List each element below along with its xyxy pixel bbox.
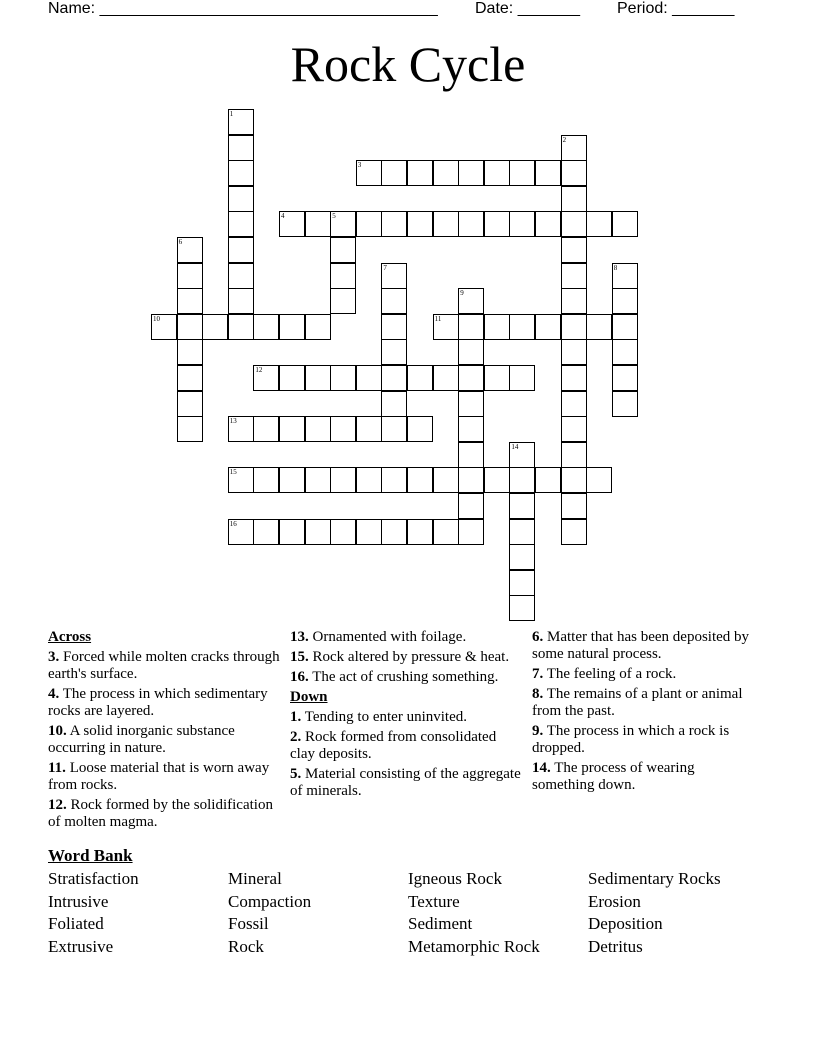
clue-number-label: 3. [48,649,60,665]
crossword-cell[interactable] [356,467,382,493]
crossword-cell[interactable] [228,314,254,340]
crossword-cell[interactable] [330,416,356,442]
crossword-cell[interactable] [458,365,484,391]
crossword-cell[interactable] [612,365,638,391]
clue-text: Ornamented with foilage. [308,629,467,645]
clue-item [290,669,522,686]
across-heading: Across [48,629,92,645]
crossword-cell[interactable] [458,467,484,493]
clue-number-label: 13. [290,629,309,645]
crossword-cell[interactable] [509,160,535,186]
word-bank-item: Fossil [228,914,269,933]
clue-number: 6 [178,238,183,246]
clue-number-label: 6. [532,629,544,645]
clue-text: Material consisting of the aggregate of minerals. [290,766,521,799]
crossword-cell[interactable] [458,211,484,237]
crossword-cell[interactable] [458,314,484,340]
crossword-cell[interactable] [509,519,535,545]
crossword-cell[interactable] [458,442,484,468]
clue-text: Rock altered by pressure & heat. [308,649,510,665]
crossword-cell[interactable] [381,467,407,493]
crossword-cell[interactable] [458,339,484,365]
crossword-cell[interactable] [612,314,638,340]
crossword-cell[interactable] [612,288,638,314]
clue-number-label: 14. [532,760,551,776]
crossword-cell[interactable] [305,365,331,391]
clue-number: 7 [383,263,387,272]
crossword-cell[interactable] [561,160,587,186]
clue-number-label: 15. [290,649,309,665]
clue-text: Tending to enter uninvited. [301,709,467,725]
crossword-cell[interactable] [356,416,382,442]
word-bank-item: Foliated [48,914,104,933]
crossword-cell[interactable] [509,467,535,493]
crossword-cell[interactable] [381,288,407,314]
crossword-cell[interactable] [330,263,356,289]
page-title: Rock Cycle [290,36,526,92]
crossword-cell[interactable] [381,160,407,186]
crossword-cell[interactable] [381,211,407,237]
clue-item [48,760,280,794]
clue-number: 11 [434,314,442,323]
clue-number-label: 1. [290,709,302,725]
crossword-cell[interactable] [305,416,331,442]
word-bank-item: Texture [408,891,460,911]
crossword-cell[interactable] [381,263,407,289]
clue-number: 13 [229,417,237,426]
crossword-cell[interactable] [561,519,587,545]
clue-number: 4 [281,212,285,221]
crossword-cell[interactable] [330,519,356,545]
crossword-cell[interactable] [279,314,305,340]
word-bank-item: Mineral [228,869,282,888]
crossword-cell[interactable] [535,314,561,340]
word-bank-item: Metamorphic Rock [408,936,540,956]
clue-text: The feeling of a rock. [543,666,677,682]
crossword-cell[interactable] [509,544,535,570]
crossword-cell[interactable] [612,263,638,289]
clue-number-label: 7. [532,666,544,682]
clue-number-label: 4. [48,686,60,702]
crossword-cell[interactable] [228,237,254,263]
crossword-cell[interactable] [484,314,510,340]
clue-item [290,766,522,800]
crossword-cell[interactable] [561,467,587,493]
crossword-cell[interactable] [509,365,535,391]
crossword-cell[interactable] [407,365,433,391]
clue-item [532,686,752,720]
word-bank-item: Detritus [588,936,643,956]
crossword-cell[interactable] [356,365,382,391]
crossword-cell[interactable] [586,467,612,493]
clue-number: 16 [229,519,237,528]
word-bank-title: Word Bank [48,846,133,865]
clue-item [48,797,280,831]
crossword-cell[interactable] [381,339,407,365]
crossword-cell[interactable] [612,211,638,237]
clue-item [48,686,280,720]
crossword-cell[interactable] [330,288,356,314]
crossword-cell[interactable] [381,416,407,442]
clue-number: 8 [613,263,618,272]
crossword-cell[interactable] [407,416,433,442]
clue-number: 9 [460,289,464,298]
clue-number-label: 8. [532,686,544,702]
clue-text: Rock formed from consolidated clay deposits. [290,729,497,762]
crossword-cell[interactable] [561,365,587,391]
crossword-cell[interactable] [509,595,535,621]
clue-number-label: 5. [290,766,302,782]
clue-item [290,729,522,763]
crossword-cell[interactable] [535,160,561,186]
crossword-cell[interactable] [535,211,561,237]
crossword-cell[interactable] [279,365,305,391]
clue-number: 12 [255,366,263,374]
crossword-cell[interactable] [561,135,587,161]
crossword-cell[interactable] [561,263,587,289]
crossword-cell[interactable] [433,160,459,186]
crossword-cell[interactable] [433,365,459,391]
crossword-cell[interactable] [407,519,433,545]
clue-item [290,649,522,666]
clue-item [48,649,280,683]
crossword-cell[interactable] [561,237,587,263]
crossword-cell[interactable] [561,288,587,314]
crossword-cell[interactable] [561,314,587,340]
crossword-cell[interactable] [177,416,203,442]
clue-item [48,723,280,757]
clue-number-label: 12. [48,797,67,813]
crossword-cell[interactable] [253,416,279,442]
crossword-cell[interactable] [279,467,305,493]
clue-number-label: 2. [290,729,302,745]
date-field[interactable]: Date: _______ [475,0,580,17]
word-bank-item: Intrusive [48,891,109,911]
crossword-cell[interactable] [484,160,510,186]
crossword-cell[interactable] [458,160,484,186]
crossword-cell[interactable] [228,519,254,545]
clue-number: 2 [562,135,567,144]
word-bank-item: Extrusive [48,936,114,956]
crossword-cell[interactable] [177,237,203,263]
crossword-cell[interactable] [509,493,535,519]
crossword-cell[interactable] [458,416,484,442]
crossword-cell[interactable] [330,211,356,237]
crossword-cell[interactable] [177,314,203,340]
clue-item [532,629,752,663]
clue-text: Loose material that is worn away from rocks. [48,760,270,793]
name-field[interactable]: Name: ______________________________________ [48,0,438,17]
crossword-cell[interactable] [433,314,459,340]
crossword-cell[interactable] [253,519,279,545]
crossword-cell[interactable] [561,186,587,212]
clue-text: Rock formed by the solidification of molten magma. [48,797,273,830]
clue-number: 15 [229,468,237,477]
clue-number: 1 [229,110,234,118]
crossword-cell[interactable] [484,211,510,237]
crossword-cell[interactable] [330,237,356,263]
crossword-cell[interactable] [561,442,587,468]
crossword-cell[interactable] [586,211,612,237]
clue-item [532,666,752,683]
clue-text: The remains of a plant or animal from the past. [532,686,743,719]
crossword-cell[interactable] [407,160,433,186]
crossword-cell[interactable] [561,391,587,417]
crossword-cell[interactable] [177,339,203,365]
clues-column-2 [290,629,522,803]
clue-item [532,723,752,757]
clue-number-label: 10. [48,723,67,739]
down-heading: Down [290,689,328,705]
clue-number-label: 11. [48,760,66,776]
clue-text: Matter that has been deposited by some natural process. [532,629,750,662]
crossword-cell[interactable] [177,365,203,391]
crossword-cell[interactable] [177,288,203,314]
crossword-cell[interactable] [228,160,254,186]
crossword-cell[interactable] [561,211,587,237]
clue-text: The process in which a rock is dropped. [532,723,730,756]
crossword-cell[interactable] [407,211,433,237]
word-bank-item: Sedimentary Rocks [588,869,721,888]
crossword-cell[interactable] [509,570,535,596]
crossword-cell[interactable] [509,211,535,237]
clue-text: The process in which sedimentary rocks are layered. [48,686,268,719]
crossword-cell[interactable] [458,288,484,314]
crossword-cell[interactable] [509,314,535,340]
crossword-cell[interactable] [484,467,510,493]
word-bank-item: Sediment [408,914,473,933]
word-bank-item: Erosion [588,891,641,911]
clues-column-3 [532,629,752,797]
crossword-cell[interactable] [458,493,484,519]
crossword-cell[interactable] [228,211,254,237]
crossword-cell[interactable] [279,519,305,545]
word-bank-item: Deposition [588,914,663,933]
crossword-cell[interactable] [458,391,484,417]
crossword-cell[interactable] [253,467,279,493]
word-bank-item: Compaction [228,891,312,911]
clue-number: 10 [153,314,160,323]
crossword-cell[interactable] [330,365,356,391]
crossword-cell[interactable] [509,442,535,468]
clue-text: A solid inorganic substance occurring in nature. [48,723,235,756]
crossword-cell[interactable] [458,519,484,545]
crossword-cell[interactable] [561,416,587,442]
crossword-cell[interactable] [305,211,331,237]
crossword-cell[interactable] [433,519,459,545]
crossword-cell[interactable] [228,263,254,289]
crossword-cell[interactable] [535,467,561,493]
clue-item [532,760,752,794]
crossword-cell[interactable] [228,109,254,135]
crossword-cell[interactable] [407,467,433,493]
crossword-cell[interactable] [228,288,254,314]
crossword-cell[interactable] [228,135,254,161]
crossword-cell[interactable] [381,519,407,545]
clue-item [290,629,522,646]
crossword-cell[interactable] [228,186,254,212]
crossword-cell[interactable] [381,391,407,417]
clue-text: The act of crushing something. [308,669,499,685]
clue-text: The process of wearing something down. [532,760,695,793]
crossword-cell[interactable] [484,365,510,391]
clue-number: 14 [511,442,519,451]
crossword-cell[interactable] [177,391,203,417]
crossword-cell[interactable] [279,211,305,237]
crossword-cell[interactable] [228,416,254,442]
clue-number: 5 [332,212,336,221]
word-bank-item: Rock [228,936,264,956]
crossword-cell[interactable] [253,365,279,391]
crossword-cell[interactable] [586,314,612,340]
crossword-cell[interactable] [177,263,203,289]
crossword-cell[interactable] [381,365,407,391]
crossword-cell[interactable] [356,211,382,237]
clue-item [290,709,522,726]
word-bank-item: Stratisfaction [48,869,139,888]
crossword-cell[interactable] [305,467,331,493]
word-bank-item: Igneous Rock [408,869,502,888]
crossword-cell[interactable] [612,339,638,365]
period-field[interactable]: Period: _______ [617,0,735,17]
crossword-cell[interactable] [612,391,638,417]
crossword-cell[interactable] [279,416,305,442]
crossword-cell[interactable] [228,467,254,493]
clue-number-label: 16. [290,669,309,685]
crossword-cell[interactable] [330,467,356,493]
crossword-cell[interactable] [561,493,587,519]
crossword-cell[interactable] [433,211,459,237]
clue-number: 3 [357,161,362,170]
crossword-cell[interactable] [305,519,331,545]
clue-text: Forced while molten cracks through earth's surface. [48,649,280,682]
crossword-cell[interactable] [151,314,177,340]
crossword-cell[interactable] [561,339,587,365]
crossword-cell[interactable] [305,314,331,340]
crossword-cell[interactable] [356,519,382,545]
crossword-cell[interactable] [202,314,228,340]
crossword-cell[interactable] [253,314,279,340]
crossword-cell[interactable] [381,314,407,340]
clues-column-1 [48,629,280,834]
clue-number-label: 9. [532,723,544,739]
crossword-cell[interactable] [356,160,382,186]
crossword-cell[interactable] [433,467,459,493]
